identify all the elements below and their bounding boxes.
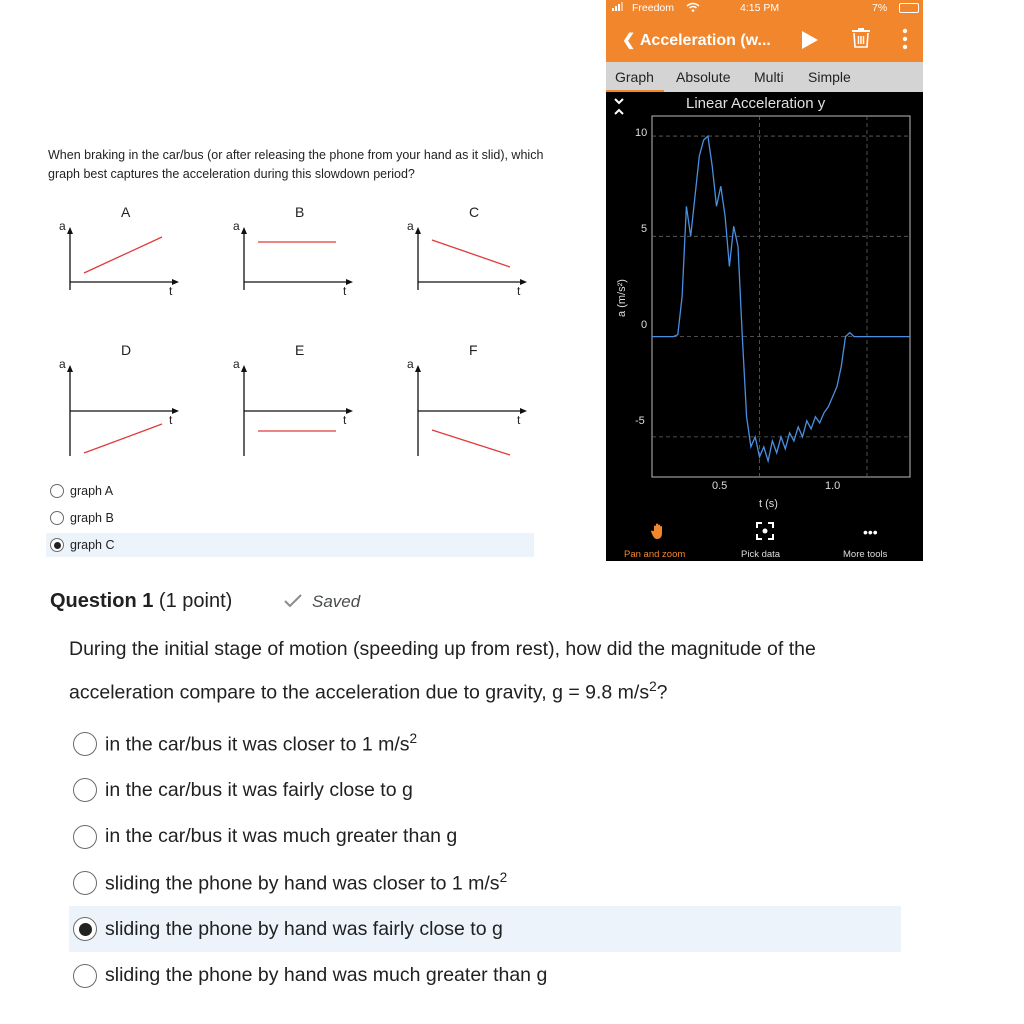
x-tick-label: 1.0 [825, 480, 841, 492]
y-tick-label: 0 [641, 319, 648, 331]
saved-status: Saved [312, 592, 361, 611]
pick-data-icon[interactable] [756, 522, 774, 545]
tab-absolute[interactable]: Absolute [676, 69, 731, 85]
answer-option-4[interactable] [69, 860, 901, 906]
option-text: in the car/bus it was closer to 1 $m/s^2$ [105, 731, 418, 756]
y-tick-label: 10 [635, 127, 648, 139]
radio-button[interactable] [73, 871, 97, 895]
graph-trend-line [432, 240, 510, 267]
ellipsis-icon[interactable]: ••• [863, 524, 878, 540]
question-points: (1 point) [158, 590, 233, 612]
back-button[interactable] [622, 30, 771, 50]
tool-more-tools[interactable]: More tools [843, 549, 888, 560]
option-text: sliding the phone by hand was fairly close to g [105, 917, 503, 940]
option-label: graph A [70, 484, 114, 498]
option-label: graph B [70, 511, 114, 525]
app-bar [606, 16, 923, 62]
tab-multi[interactable]: Multi [754, 69, 784, 85]
question-number: Question 1 [50, 590, 154, 612]
x-axis-arrow [346, 279, 353, 285]
y-axis-arrow [415, 227, 421, 234]
phone-screenshot [606, 0, 923, 561]
graph-label: D [121, 342, 132, 358]
y-axis-arrow [67, 365, 73, 372]
x-axis-arrow [172, 408, 179, 414]
option-text: in the car/bus it was fairly close to g [105, 778, 413, 801]
y-axis-title: a (m/s²) [616, 279, 628, 317]
graph-label: B [295, 204, 305, 220]
acceleration-chart [606, 92, 923, 492]
clock: 4:15 PM [740, 2, 780, 14]
graph-axis-label: a [233, 219, 240, 233]
y-axis-arrow [241, 227, 247, 234]
question-heading [50, 590, 232, 613]
option-text: sliding the phone by hand was much greater than g [105, 964, 548, 986]
radio-button[interactable] [73, 778, 97, 802]
prev-option-1[interactable] [46, 479, 534, 503]
prev-option-2[interactable] [46, 506, 534, 530]
x-axis-arrow [520, 279, 527, 285]
radio-button[interactable] [50, 484, 64, 498]
signal-icon [612, 2, 624, 14]
graph-axes [396, 200, 546, 320]
graph-option-a [48, 200, 198, 320]
more-options-icon[interactable] [902, 28, 908, 55]
graph-axis-label: a [407, 219, 414, 233]
graph-option-f [396, 338, 546, 458]
view-tabs [606, 62, 923, 92]
radio-dot [54, 542, 61, 549]
plot-frame [652, 116, 910, 477]
graph-axis-label: a [59, 357, 66, 371]
wifi-icon [686, 2, 700, 15]
trash-icon[interactable] [852, 28, 870, 53]
radio-button[interactable] [73, 964, 97, 988]
graph-option-c [396, 200, 546, 320]
y-axis-arrow [67, 227, 73, 234]
option-text: in the car/bus it was much greater than g [105, 825, 458, 848]
graph-axis-label: t [343, 284, 347, 298]
option-text: sliding the phone by hand was closer to 1 $m/s^2$ [105, 870, 508, 895]
graph-trend-line [84, 237, 162, 273]
plot-title: Linear Acceleration y [686, 95, 826, 112]
tab-graph[interactable]: Graph [615, 69, 654, 85]
graph-axes [396, 338, 546, 458]
tab-simple[interactable]: Simple [808, 69, 851, 85]
graph-axis-label: a [59, 219, 66, 233]
question-text: During the initial stage of motion (speeding up from rest), how did the magnitude of the acceleration compare to the acceleration due to gravity, g = 9.8 $m/s^2$? [69, 638, 816, 704]
acceleration-trace [652, 136, 910, 461]
x-tick-label: 0.5 [712, 480, 728, 492]
option-label: graph C [70, 538, 115, 552]
graph-label: F [469, 342, 478, 358]
graph-axes [222, 338, 372, 458]
y-axis-arrow [241, 365, 247, 372]
graph-axes [48, 200, 198, 320]
graph-label: A [121, 204, 131, 220]
answer-option-2[interactable] [69, 767, 901, 813]
x-axis-title: t (s) [759, 498, 778, 510]
tool-pan-zoom[interactable]: Pan and zoom [624, 549, 686, 560]
graph-axis-label: t [517, 413, 521, 427]
plot-area[interactable] [606, 92, 923, 561]
graph-label: E [295, 342, 305, 358]
y-axis-arrow [415, 365, 421, 372]
graph-option-e [222, 338, 372, 458]
radio-button[interactable] [73, 825, 97, 849]
graph-trend-line [432, 430, 510, 455]
answer-option-6[interactable] [69, 953, 901, 999]
graph-label: C [469, 204, 480, 220]
prev-option-3[interactable] [46, 533, 534, 557]
battery-icon [899, 3, 919, 13]
battery-percent: 7% [872, 2, 888, 14]
graph-axis-label: a [407, 357, 414, 371]
answer-option-3[interactable] [69, 814, 901, 860]
graph-option-b [222, 200, 372, 320]
graph-axis-label: t [169, 284, 173, 298]
y-tick-label: 5 [641, 223, 648, 235]
graph-axes [222, 200, 372, 320]
graph-axis-label: t [169, 413, 173, 427]
answer-option-1[interactable] [69, 721, 901, 767]
graph-axis-label: t [343, 413, 347, 427]
y-tick-label: -5 [635, 415, 645, 427]
graph-axes [48, 338, 198, 458]
radio-button[interactable] [73, 732, 97, 756]
chevron-left-icon: ❮ [622, 32, 640, 49]
radio-button[interactable] [50, 538, 64, 552]
carrier-name: Freedom [632, 2, 675, 14]
hand-icon[interactable] [650, 522, 668, 545]
answer-option-5[interactable] [69, 906, 901, 952]
graph-axis-label: a [233, 357, 240, 371]
experiment-title: Acceleration (w... [639, 32, 771, 49]
radio-dot [79, 923, 92, 936]
x-axis-arrow [172, 279, 179, 285]
tool-pick-data[interactable]: Pick data [741, 549, 781, 560]
play-icon[interactable] [802, 31, 818, 49]
graph-axis-label: t [517, 284, 521, 298]
status-bar [606, 0, 923, 16]
x-axis-arrow [520, 408, 527, 414]
x-axis-arrow [346, 408, 353, 414]
radio-button[interactable] [73, 917, 97, 941]
grid-lines [652, 116, 910, 477]
radio-button[interactable] [50, 511, 64, 525]
checkmark-icon [284, 594, 302, 613]
graph-trend-line [84, 424, 162, 453]
graph-option-d [48, 338, 198, 458]
prev-question-text: When braking in the car/bus (or after releasing the phone from your hand as it slid), which graph best captures the acceleration during this slowdown period? [48, 148, 544, 181]
